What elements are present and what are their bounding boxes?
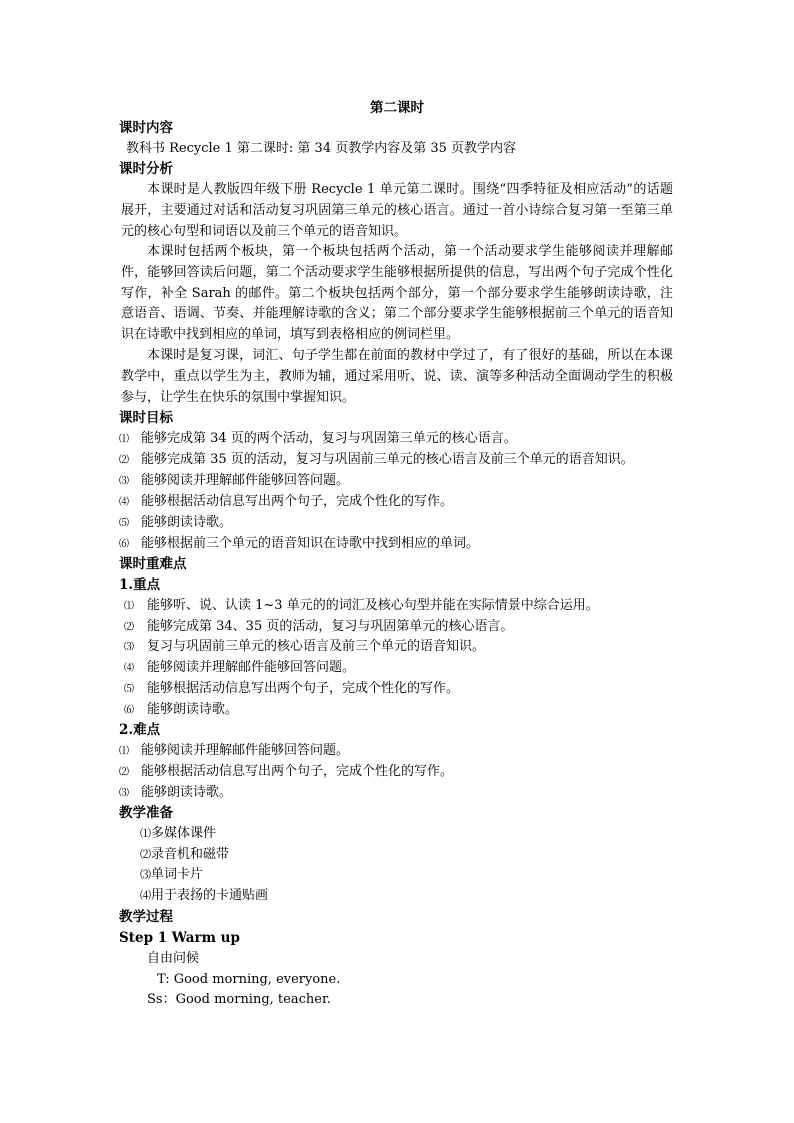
key-point-number: ⑶ [124, 642, 134, 653]
key-point-number: ⑹ [124, 705, 134, 716]
prep-number: ⑶ [140, 868, 151, 881]
prep-text: 用于表扬的卡通贴画 [151, 888, 269, 903]
teacher-line: T: Good morning, everyone. [157, 972, 341, 987]
goal-item [119, 451, 634, 470]
difficulty-number: ⑵ [119, 767, 129, 778]
key-point-text: 能够听、说、认读 1~3 单元的的词汇及核心句型并能在实际情景中综合运用。 [147, 598, 599, 613]
difficulty-text: 能够根据活动信息写出两个句子，完成个性化的写作。 [141, 764, 454, 779]
goal-item [119, 493, 453, 512]
students-line: Ss：Good morning, teacher. [147, 992, 331, 1007]
key-point-text: 能够阅读并理解邮件能够回答问题。 [147, 660, 356, 675]
goal-number: ⑹ [119, 539, 129, 550]
section-heading-content: 课时内容 [119, 120, 173, 136]
key-point-text: 复习与巩固前三单元的核心语言及前三个单元的语音知识。 [147, 639, 486, 654]
key-point-item [124, 659, 355, 678]
content-text: 教科书 Recycle 1 第二课时: 第 34 页教学内容及第 35 页教学内容 [126, 141, 517, 156]
step-heading: Step 1 Warm up [119, 930, 240, 946]
difficulty-heading: 2.难点 [119, 722, 161, 738]
section-heading-analysis: 课时分析 [119, 161, 173, 177]
goal-item [119, 514, 232, 533]
key-point-item [124, 597, 599, 616]
prep-text: 多媒体课件 [151, 826, 217, 841]
prep-number: ⑴ [140, 827, 151, 840]
key-point-item [124, 638, 485, 657]
key-point-text: 能够根据活动信息写出两个句子，完成个性化的写作。 [147, 681, 460, 696]
goal-text: 能够根据活动信息写出两个句子，完成个性化的写作。 [141, 494, 454, 509]
difficulty-item [119, 742, 349, 761]
analysis-paragraph-1: 本课时是人教版四年级下册 Recycle 1 单元第二课时。围绕“四季特征及相应活动”的话题展开，主要通过对话和活动复习巩固第三单元的核心语言。通过一首小诗综合复习第一至第三单元的核心句型和词语以及前三个单元的语音知识。 [121, 182, 673, 239]
key-point-number: ⑴ [124, 601, 134, 612]
key-point-text: 能够完成第 34、35 页的活动，复习与巩固第单元的核心语言。 [147, 619, 514, 634]
prep-item [140, 866, 203, 884]
page-title: 第二课时 [370, 100, 424, 116]
key-point-number: ⑸ [124, 684, 134, 695]
analysis-paragraph-2: 本课时包括两个板块，第一个板块包括两个活动，第一个活动要求学生能够阅读并理解邮件，能够回答读后问题，第二个活动要求学生能够根据所提供的信息，写出两个句子完成个性化写作，补全 Sarah 的邮件。第二个板块包括两个部分，第一个部分要求学生能够朗读诗歌，注意语音、语调、节奏、并能理解诗歌的含义；第二个部分要求学生能够根据前三个单元的语音知识在诗歌中找到相应的单词，填写到表格相应的例词栏里。 [121, 244, 673, 343]
key-point-item [124, 701, 238, 720]
prep-text: 录音机和磁带 [151, 847, 230, 862]
difficulty-item [119, 784, 232, 803]
prep-text: 单词卡片 [151, 867, 204, 882]
goal-text: 能够阅读并理解邮件能够回答问题。 [141, 473, 350, 488]
prep-item [140, 846, 229, 864]
goal-text: 能够根据前三个单元的语音知识在诗歌中找到相应的单词。 [141, 536, 480, 551]
section-heading-preparation: 教学准备 [119, 805, 173, 821]
goal-number: ⑴ [119, 434, 129, 445]
prep-item [140, 887, 268, 905]
difficulty-number: ⑴ [119, 746, 129, 757]
section-heading-key-points: 课时重难点 [119, 556, 187, 572]
goal-number: ⑸ [119, 518, 129, 529]
prep-number: ⑵ [140, 848, 151, 861]
analysis-paragraph-3: 本课时是复习课，词汇、句子学生都在前面的教材中学过了，有了很好的基础，所以在本课教学中，重点以学生为主，教师为辅，通过采用听、说、读、演等多种活动全面调动学生的积极参与，让学生在快乐的氛围中掌握知识。 [121, 348, 673, 405]
section-heading-goals: 课时目标 [119, 410, 173, 426]
goal-text: 能够完成第 34 页的两个活动，复习与巩固第三单元的核心语言。 [141, 431, 517, 446]
goal-number: ⑷ [119, 497, 129, 508]
goal-item [119, 472, 349, 491]
key-points-heading: 1.重点 [119, 577, 161, 593]
key-point-number: ⑵ [124, 622, 134, 633]
prep-item [140, 825, 216, 843]
goal-number: ⑶ [119, 476, 129, 487]
goal-item [119, 430, 517, 449]
difficulty-item [119, 763, 453, 782]
difficulty-text: 能够朗读诗歌。 [141, 785, 233, 800]
goal-item [119, 535, 479, 554]
key-point-item [124, 618, 513, 637]
key-point-item [124, 680, 459, 699]
goal-text: 能够朗读诗歌。 [141, 515, 233, 530]
greeting-label: 自由问候 [147, 951, 200, 966]
goal-number: ⑵ [119, 455, 129, 466]
goal-text: 能够完成第 35 页的活动，复习与巩固前三单元的核心语言及前三个单元的语音知识。 [141, 452, 634, 467]
section-heading-process: 教学过程 [119, 909, 173, 925]
prep-number: ⑷ [140, 889, 151, 902]
key-point-number: ⑷ [124, 663, 134, 674]
difficulty-number: ⑶ [119, 788, 129, 799]
difficulty-text: 能够阅读并理解邮件能够回答问题。 [141, 743, 350, 758]
key-point-text: 能够朗读诗歌。 [147, 702, 239, 717]
